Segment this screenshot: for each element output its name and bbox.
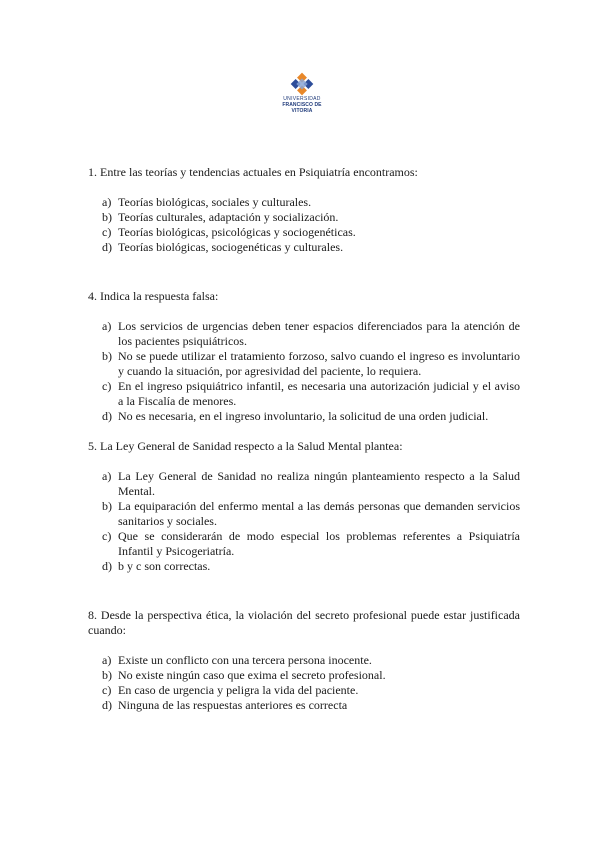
- option-text: Los servicios de urgencias deben tener espacios diferenciados para la atención de los pacientes psiquiátricos.: [118, 319, 520, 348]
- option-letter: d): [102, 409, 112, 423]
- question-4: [88, 289, 520, 424]
- option-text: Existe un conflicto con una tercera persona inocente.: [118, 653, 372, 667]
- answer-option-c: [88, 529, 520, 559]
- answer-option-c: [88, 379, 520, 409]
- answer-option-a: [88, 319, 520, 349]
- question-5: [88, 439, 520, 574]
- option-text: Teorías culturales, adaptación y socialización.: [118, 210, 339, 224]
- option-text: La Ley General de Sanidad no realiza ningún planteamiento respecto a la Salud Mental.: [118, 469, 520, 498]
- answer-option-c: [88, 225, 520, 240]
- logo-line-1: UNIVERSIDAD: [283, 96, 321, 102]
- option-text: Teorías biológicas, sociales y culturales.: [118, 195, 312, 209]
- question-text: 1. Entre las teorías y tendencias actuales en Psiquiatría encontramos:: [88, 165, 418, 179]
- option-letter: b): [102, 210, 112, 224]
- answer-options: [88, 653, 520, 713]
- question-1: [88, 165, 520, 255]
- exam-content: [88, 165, 520, 713]
- option-letter: a): [102, 469, 112, 483]
- answer-option-b: [88, 210, 520, 225]
- option-letter: a): [102, 319, 112, 333]
- university-logo-text: [272, 96, 332, 114]
- answer-option-d: [88, 559, 520, 574]
- option-letter: c): [102, 683, 112, 697]
- option-text: En el ingreso psiquiátrico infantil, es necesaria una autorización judicial y el aviso a la Fiscalía de menores.: [118, 379, 520, 408]
- option-letter: c): [102, 379, 112, 393]
- option-letter: d): [102, 698, 112, 712]
- question-text: 5. La Ley General de Sanidad respecto a la Salud Mental plantea:: [88, 439, 403, 453]
- answer-options: [88, 319, 520, 424]
- answer-option-c: [88, 683, 520, 698]
- university-logo-mark-icon: [290, 72, 314, 96]
- answer-option-d: [88, 240, 520, 255]
- option-text: b y c son correctas.: [118, 559, 211, 573]
- option-text: La equiparación del enfermo mental a las demás personas que demanden servicios sanitarios y sociales.: [118, 499, 520, 528]
- question-8: [88, 608, 520, 713]
- option-text: En caso de urgencia y peligra la vida del paciente.: [118, 683, 359, 697]
- option-text: No es necesaria, en el ingreso involuntario, la solicitud de una orden judicial.: [118, 409, 489, 423]
- answer-option-b: [88, 349, 520, 379]
- answer-option-b: [88, 499, 520, 529]
- answer-option-d: [88, 409, 520, 424]
- option-letter: d): [102, 559, 112, 573]
- answer-option-b: [88, 668, 520, 683]
- question-text: 8. Desde la perspectiva ética, la violación del secreto profesional puede estar justificada cuando:: [88, 608, 520, 637]
- answer-options: [88, 195, 520, 255]
- university-logo: [272, 72, 332, 114]
- option-text: Que se considerarán de modo especial los problemas referentes a Psiquiatría Infantil y Psicogeriatría.: [118, 529, 520, 558]
- question-text: 4. Indica la respuesta falsa:: [88, 289, 219, 303]
- answer-option-a: [88, 195, 520, 210]
- answer-options: [88, 469, 520, 574]
- option-letter: b): [102, 668, 112, 682]
- option-letter: c): [102, 225, 112, 239]
- option-letter: a): [102, 653, 112, 667]
- option-letter: b): [102, 349, 112, 363]
- option-letter: d): [102, 240, 112, 254]
- answer-option-d: [88, 698, 520, 713]
- option-letter: b): [102, 499, 112, 513]
- option-text: No existe ningún caso que exima el secreto profesional.: [118, 668, 386, 682]
- option-text: No se puede utilizar el tratamiento forzoso, salvo cuando el ingreso es involuntario y cuando la situación, por agresividad del paciente, lo requiera.: [118, 349, 520, 378]
- option-letter: c): [102, 529, 112, 543]
- option-text: Teorías biológicas, sociogenéticas y culturales.: [118, 240, 344, 254]
- logo-line-2: FRANCISCO DE VITORIA: [282, 102, 322, 114]
- option-text: Ninguna de las respuestas anteriores es correcta: [118, 698, 348, 712]
- option-letter: a): [102, 195, 112, 209]
- answer-option-a: [88, 469, 520, 499]
- option-text: Teorías biológicas, psicológicas y sociogenéticas.: [118, 225, 356, 239]
- answer-option-a: [88, 653, 520, 668]
